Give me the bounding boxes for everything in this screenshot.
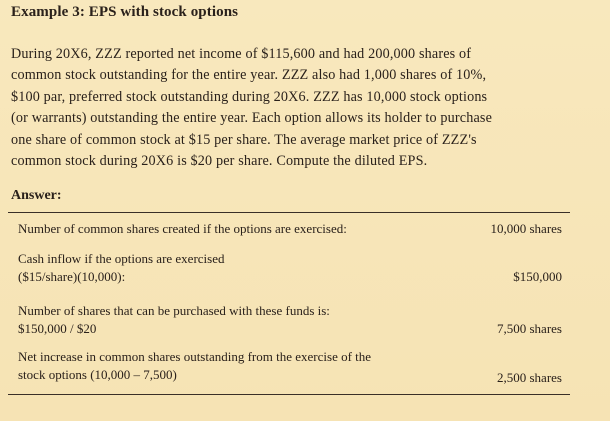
calc-description-line: Number of common shares created if the options are exercised:: [18, 221, 347, 236]
calc-value: $150,000: [513, 269, 562, 284]
calc-value: 2,500 shares: [497, 370, 562, 385]
calc-description-line: Net increase in common shares outstanding from the exercise of the: [18, 349, 372, 364]
problem-line: (or warrants) outstanding the entire year. Each option allows its holder to purchase: [11, 110, 493, 127]
table-bottom-rule: [8, 394, 570, 395]
problem-line: common stock during 20X6 is $20 per share. Compute the diluted EPS.: [11, 153, 428, 170]
calc-description-line: Cash inflow if the options are exercised: [18, 251, 225, 266]
calc-description: [18, 250, 448, 286]
example-title: Example 3: EPS with stock options: [11, 4, 239, 20]
answer-heading: Answer:: [11, 188, 62, 203]
problem-line: common stock outstanding for the entire year. ZZZ also had 1,000 shares of 10%,: [11, 67, 487, 84]
calc-description-line: Number of shares that can be purchased with these funds is:: [18, 303, 330, 318]
table-top-rule: [8, 212, 570, 213]
calc-description-line: ($15/share)(10,000):: [18, 269, 126, 284]
calc-description-line: stock options (10,000 – 7,500): [18, 367, 177, 382]
calc-description: [18, 302, 448, 338]
problem-line: one share of common stock at $15 per share. The average market price of ZZZ's: [11, 131, 477, 148]
calc-description: [18, 348, 448, 384]
problem-line: During 20X6, ZZZ reported net income of $115,600 and had 200,000 shares of: [11, 46, 472, 62]
calc-description: [18, 220, 448, 238]
calc-value: 7,500 shares: [497, 321, 562, 336]
problem-line: $100 par, preferred stock outstanding during 20X6. ZZZ has 10,000 stock options: [11, 88, 488, 105]
calc-value: 10,000 shares: [490, 221, 562, 236]
calc-description-line: $150,000 / $20: [18, 321, 97, 336]
problem-statement: [11, 44, 603, 172]
